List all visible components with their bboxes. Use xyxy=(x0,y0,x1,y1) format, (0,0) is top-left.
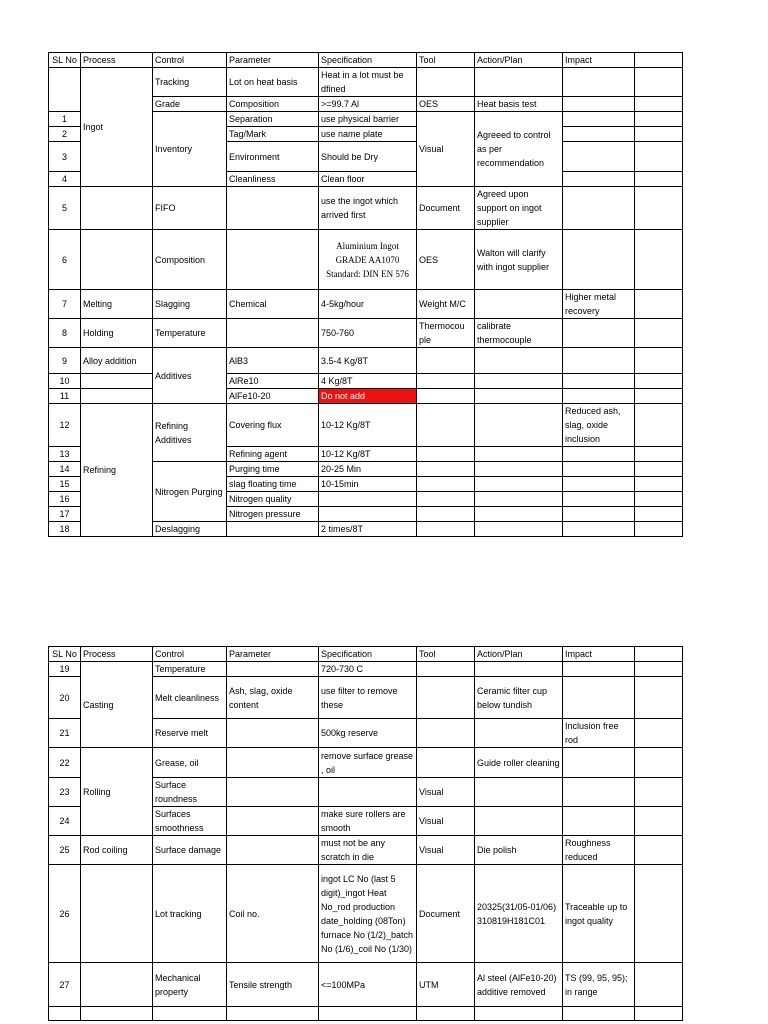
sl-cell xyxy=(49,1007,81,1021)
process-cell xyxy=(81,187,153,230)
control-cell: Surfaces smoothness xyxy=(153,807,227,836)
impact-cell xyxy=(563,807,635,836)
sl-cell: 18 xyxy=(49,522,81,537)
sl-cell: 5 xyxy=(49,187,81,230)
extra-cell xyxy=(635,865,683,963)
tool-cell xyxy=(417,748,475,778)
tool-cell: Visual xyxy=(417,836,475,865)
tool-cell: OES xyxy=(417,230,475,290)
parameter-cell: Covering flux xyxy=(227,404,319,447)
extra-cell xyxy=(635,389,683,404)
column-header: Control xyxy=(153,647,227,662)
impact-cell xyxy=(563,348,635,374)
action-cell: Agreeed to control as per recommendation xyxy=(475,112,563,187)
extra-cell xyxy=(635,963,683,1007)
action-cell xyxy=(475,522,563,537)
extra-cell xyxy=(635,68,683,97)
action-cell: Agreed upon support on ingot supplier xyxy=(475,187,563,230)
control-cell: Refining Additives xyxy=(153,404,227,462)
extra-cell xyxy=(635,477,683,492)
control-cell: Slagging xyxy=(153,290,227,319)
parameter-cell xyxy=(227,807,319,836)
column-header: SL No xyxy=(49,53,81,68)
impact-cell xyxy=(563,677,635,719)
parameter-cell xyxy=(227,778,319,807)
process-cell: Ingot xyxy=(81,68,153,187)
column-header: Parameter xyxy=(227,53,319,68)
column-header: Tool xyxy=(417,647,475,662)
control-cell: Surface damage xyxy=(153,836,227,865)
tool-cell xyxy=(417,1007,475,1021)
specification-cell: 20-25 Min xyxy=(319,462,417,477)
tool-cell: OES xyxy=(417,97,475,112)
impact-cell xyxy=(563,748,635,778)
control-cell: Surface roundness xyxy=(153,778,227,807)
impact-cell xyxy=(563,462,635,477)
impact-cell xyxy=(563,389,635,404)
sl-cell: 4 xyxy=(49,172,81,187)
sl-cell: 2 xyxy=(49,127,81,142)
table-row xyxy=(49,348,683,374)
process-cell: Casting xyxy=(81,662,153,748)
extra-cell xyxy=(635,319,683,348)
control-cell: Reserve melt xyxy=(153,719,227,748)
control-cell: Temperature xyxy=(153,662,227,677)
sl-cell: 27 xyxy=(49,963,81,1007)
specification-cell: Heat in a lot must be dfined xyxy=(319,68,417,97)
tool-cell: Visual xyxy=(417,112,475,187)
parameter-cell: Composition xyxy=(227,97,319,112)
extra-cell xyxy=(635,492,683,507)
process-cell: Melting xyxy=(81,290,153,319)
parameter-cell xyxy=(227,319,319,348)
sl-cell: 24 xyxy=(49,807,81,836)
table-row xyxy=(49,963,683,1007)
specification-cell: Clean floor xyxy=(319,172,417,187)
sl-cell: 3 xyxy=(49,142,81,172)
sl-cell: 7 xyxy=(49,290,81,319)
sl-cell: 26 xyxy=(49,865,81,963)
parameter-cell: Nitrogen quality xyxy=(227,492,319,507)
action-cell: Heat basis test xyxy=(475,97,563,112)
table-row xyxy=(49,662,683,677)
process-cell xyxy=(81,230,153,290)
extra-cell xyxy=(635,662,683,677)
impact-cell: TS (99, 95, 95); in range xyxy=(563,963,635,1007)
parameter-cell: Tensile strength xyxy=(227,963,319,1007)
tool-cell xyxy=(417,374,475,389)
parameter-cell xyxy=(227,522,319,537)
impact-cell xyxy=(563,112,635,127)
control-cell: FIFO xyxy=(153,187,227,230)
impact-cell: Reduced ash, slag, oxide inclusion xyxy=(563,404,635,447)
tool-cell: Visual xyxy=(417,778,475,807)
specification-cell: use name plate xyxy=(319,127,417,142)
column-header: Impact xyxy=(563,53,635,68)
process-cell xyxy=(81,374,153,389)
sl-cell: 25 xyxy=(49,836,81,865)
extra-cell xyxy=(635,677,683,719)
sl-cell: 15 xyxy=(49,477,81,492)
extra-cell xyxy=(635,522,683,537)
extra-cell xyxy=(635,230,683,290)
specification-cell: 10-12 Kg/8T xyxy=(319,447,417,462)
impact-cell xyxy=(563,187,635,230)
specification-cell: remove surface grease , oil xyxy=(319,748,417,778)
tool-cell xyxy=(417,677,475,719)
column-header: Control xyxy=(153,53,227,68)
action-cell: Ceramic filter cup below tundish xyxy=(475,677,563,719)
action-cell xyxy=(475,1007,563,1021)
specification-cell xyxy=(319,492,417,507)
specification-cell: 500kg reserve xyxy=(319,719,417,748)
sl-cell: 10 xyxy=(49,374,81,389)
process-control-table-2 xyxy=(48,646,683,1021)
specification-cell: 750-760 xyxy=(319,319,417,348)
parameter-cell: Environment xyxy=(227,142,319,172)
action-cell xyxy=(475,290,563,319)
sl-cell: 8 xyxy=(49,319,81,348)
process-cell: Rod coiling xyxy=(81,836,153,865)
column-header: Impact xyxy=(563,647,635,662)
action-cell: calibrate thermocouple xyxy=(475,319,563,348)
action-cell xyxy=(475,719,563,748)
control-cell: Grade xyxy=(153,97,227,112)
sl-cell xyxy=(49,68,81,112)
specification-cell: Should be Dry xyxy=(319,142,417,172)
column-header: Action/Plan xyxy=(475,647,563,662)
extra-cell xyxy=(635,404,683,447)
specification-cell xyxy=(319,507,417,522)
parameter-cell: Lot on heat basis xyxy=(227,68,319,97)
action-cell xyxy=(475,447,563,462)
control-cell: Melt cleanliness xyxy=(153,677,227,719)
specification-cell: <=100MPa xyxy=(319,963,417,1007)
impact-cell xyxy=(563,230,635,290)
action-cell: Guide roller cleaning xyxy=(475,748,563,778)
specification-cell: >=99.7 Al xyxy=(319,97,417,112)
control-cell: Nitrogen Purging xyxy=(153,462,227,522)
action-cell xyxy=(475,462,563,477)
tool-cell xyxy=(417,477,475,492)
tool-cell xyxy=(417,462,475,477)
column-header xyxy=(635,647,683,662)
tool-cell xyxy=(417,522,475,537)
extra-cell xyxy=(635,290,683,319)
parameter-cell: AlB3 xyxy=(227,348,319,374)
parameter-cell: Ash, slag, oxide content xyxy=(227,677,319,719)
table-row xyxy=(49,748,683,778)
specification-cell: make sure rollers are smooth xyxy=(319,807,417,836)
specification-cell: 10-15min xyxy=(319,477,417,492)
impact-cell xyxy=(563,374,635,389)
tool-cell: UTM xyxy=(417,963,475,1007)
tool-cell xyxy=(417,507,475,522)
sl-cell: 14 xyxy=(49,462,81,477)
process-cell: Alloy addition xyxy=(81,348,153,374)
extra-cell xyxy=(635,142,683,172)
specification-cell: 2 times/8T xyxy=(319,522,417,537)
impact-cell xyxy=(563,522,635,537)
table-row xyxy=(49,374,683,389)
specification-cell xyxy=(319,1007,417,1021)
table-row xyxy=(49,404,683,447)
tool-cell xyxy=(417,68,475,97)
control-cell xyxy=(153,1007,227,1021)
specification-cell xyxy=(319,778,417,807)
impact-cell xyxy=(563,447,635,462)
action-cell xyxy=(475,404,563,447)
tool-cell: Thermocou ple xyxy=(417,319,475,348)
column-header: Action/Plan xyxy=(475,53,563,68)
tool-cell: Weight M/C xyxy=(417,290,475,319)
action-cell: 20325(31/05-01/06)310819H181C01 xyxy=(475,865,563,963)
sl-cell: 9 xyxy=(49,348,81,374)
parameter-cell xyxy=(227,230,319,290)
extra-cell xyxy=(635,462,683,477)
extra-cell xyxy=(635,447,683,462)
action-cell xyxy=(475,778,563,807)
parameter-cell: Tag/Mark xyxy=(227,127,319,142)
header-row xyxy=(49,647,683,662)
specification-cell: use filter to remove these xyxy=(319,677,417,719)
control-cell: Grease, oil xyxy=(153,748,227,778)
header-row xyxy=(49,53,683,68)
action-cell: Al steel (AlFe10-20) additive removed xyxy=(475,963,563,1007)
impact-cell: Roughness reduced xyxy=(563,836,635,865)
tool-cell xyxy=(417,662,475,677)
impact-cell: Inclusion free rod xyxy=(563,719,635,748)
specification-cell: 3.5-4 Kg/8T xyxy=(319,348,417,374)
sl-cell: 20 xyxy=(49,677,81,719)
extra-cell xyxy=(635,127,683,142)
extra-cell xyxy=(635,348,683,374)
impact-cell: Higher metal recovery xyxy=(563,290,635,319)
sl-cell: 13 xyxy=(49,447,81,462)
impact-cell xyxy=(563,662,635,677)
tool-cell xyxy=(417,389,475,404)
specification-cell: ingot LC No (last 5 digit)_ingot Heat No_rod production date_holding (08Ton) furnace No (1/2)_batch No (1/6)_coil No (1/30) xyxy=(319,865,417,963)
parameter-cell: Nitrogen pressure xyxy=(227,507,319,522)
extra-cell xyxy=(635,778,683,807)
sl-cell: 12 xyxy=(49,404,81,447)
action-cell xyxy=(475,68,563,97)
column-header xyxy=(635,53,683,68)
action-cell xyxy=(475,507,563,522)
extra-cell xyxy=(635,719,683,748)
control-cell: Additives xyxy=(153,348,227,404)
column-header: Process xyxy=(81,53,153,68)
process-control-table-1 xyxy=(48,52,683,537)
control-cell: Mechanical property xyxy=(153,963,227,1007)
action-cell xyxy=(475,389,563,404)
column-header: Parameter xyxy=(227,647,319,662)
action-cell xyxy=(475,374,563,389)
tool-cell xyxy=(417,492,475,507)
parameter-cell: Chemical xyxy=(227,290,319,319)
parameter-cell xyxy=(227,187,319,230)
control-cell: Composition xyxy=(153,230,227,290)
action-cell xyxy=(475,492,563,507)
action-cell xyxy=(475,807,563,836)
table-row xyxy=(49,319,683,348)
specification-cell: 10-12 Kg/8T xyxy=(319,404,417,447)
table-row xyxy=(49,68,683,97)
tool-cell xyxy=(417,404,475,447)
tool-cell: Visual xyxy=(417,807,475,836)
extra-cell xyxy=(635,1007,683,1021)
action-cell: Walton will clarify with ingot supplier xyxy=(475,230,563,290)
extra-cell xyxy=(635,172,683,187)
impact-cell xyxy=(563,507,635,522)
table-row xyxy=(49,836,683,865)
column-header: SL No xyxy=(49,647,81,662)
control-cell: Temperature xyxy=(153,319,227,348)
impact-cell xyxy=(563,1007,635,1021)
impact-cell xyxy=(563,477,635,492)
parameter-cell: Cleanliness xyxy=(227,172,319,187)
extra-cell xyxy=(635,187,683,230)
sl-cell: 1 xyxy=(49,112,81,127)
action-cell xyxy=(475,662,563,677)
action-cell xyxy=(475,348,563,374)
impact-cell: Traceable up to ingot quality xyxy=(563,865,635,963)
process-cell xyxy=(81,963,153,1007)
impact-cell xyxy=(563,97,635,112)
tool-cell: Document xyxy=(417,187,475,230)
action-cell: Die polish xyxy=(475,836,563,865)
tool-cell xyxy=(417,447,475,462)
extra-cell xyxy=(635,507,683,522)
extra-cell xyxy=(635,374,683,389)
process-cell: Refining xyxy=(81,404,153,537)
specification-cell-highlighted: Do not add xyxy=(319,389,417,404)
parameter-cell: AlFe10-20 xyxy=(227,389,319,404)
extra-cell xyxy=(635,807,683,836)
impact-cell xyxy=(563,778,635,807)
column-header: Tool xyxy=(417,53,475,68)
action-cell xyxy=(475,477,563,492)
parameter-cell: Refining agent xyxy=(227,447,319,462)
sl-cell: 16 xyxy=(49,492,81,507)
specification-cell: Aluminium Ingot GRADE AA1070 Standard: DIN EN 576 xyxy=(319,230,417,290)
column-header: Specification xyxy=(319,53,417,68)
specification-cell: must not be any scratch in die xyxy=(319,836,417,865)
parameter-cell xyxy=(227,719,319,748)
sl-cell: 11 xyxy=(49,389,81,404)
impact-cell xyxy=(563,68,635,97)
extra-cell xyxy=(635,836,683,865)
specification-cell: use physical barrier xyxy=(319,112,417,127)
sl-cell: 19 xyxy=(49,662,81,677)
process-cell: Holding xyxy=(81,319,153,348)
process-cell xyxy=(81,1007,153,1021)
parameter-cell: slag floating time xyxy=(227,477,319,492)
table-row xyxy=(49,865,683,963)
parameter-cell: Purging time xyxy=(227,462,319,477)
sl-cell: 17 xyxy=(49,507,81,522)
specification-cell: 4 Kg/8T xyxy=(319,374,417,389)
process-cell xyxy=(81,389,153,404)
control-cell: Inventory xyxy=(153,112,227,187)
process-cell xyxy=(81,865,153,963)
impact-cell xyxy=(563,172,635,187)
tool-cell: Document xyxy=(417,865,475,963)
parameter-cell: AlRe10 xyxy=(227,374,319,389)
tool-cell xyxy=(417,719,475,748)
extra-cell xyxy=(635,748,683,778)
impact-cell xyxy=(563,319,635,348)
column-header: Process xyxy=(81,647,153,662)
parameter-cell xyxy=(227,748,319,778)
sl-cell: 23 xyxy=(49,778,81,807)
impact-cell xyxy=(563,142,635,172)
control-cell: Deslagging xyxy=(153,522,227,537)
specification-cell: use the ingot which arrived first xyxy=(319,187,417,230)
tool-cell xyxy=(417,348,475,374)
extra-cell xyxy=(635,112,683,127)
control-cell: Tracking xyxy=(153,68,227,97)
column-header: Specification xyxy=(319,647,417,662)
specification-cell: 720-730 C xyxy=(319,662,417,677)
table-row xyxy=(49,230,683,290)
impact-cell xyxy=(563,127,635,142)
specification-cell: 4-5kg/hour xyxy=(319,290,417,319)
impact-cell xyxy=(563,492,635,507)
parameter-cell xyxy=(227,836,319,865)
sl-cell: 22 xyxy=(49,748,81,778)
extra-cell xyxy=(635,97,683,112)
parameter-cell xyxy=(227,662,319,677)
table-row xyxy=(49,290,683,319)
sl-cell: 6 xyxy=(49,230,81,290)
parameter-cell: Separation xyxy=(227,112,319,127)
table-row xyxy=(49,1007,683,1021)
table-row xyxy=(49,389,683,404)
table-row xyxy=(49,187,683,230)
process-cell: Rolling xyxy=(81,748,153,836)
control-cell: Lot tracking xyxy=(153,865,227,963)
sl-cell: 21 xyxy=(49,719,81,748)
parameter-cell xyxy=(227,1007,319,1021)
parameter-cell: Coil no. xyxy=(227,865,319,963)
